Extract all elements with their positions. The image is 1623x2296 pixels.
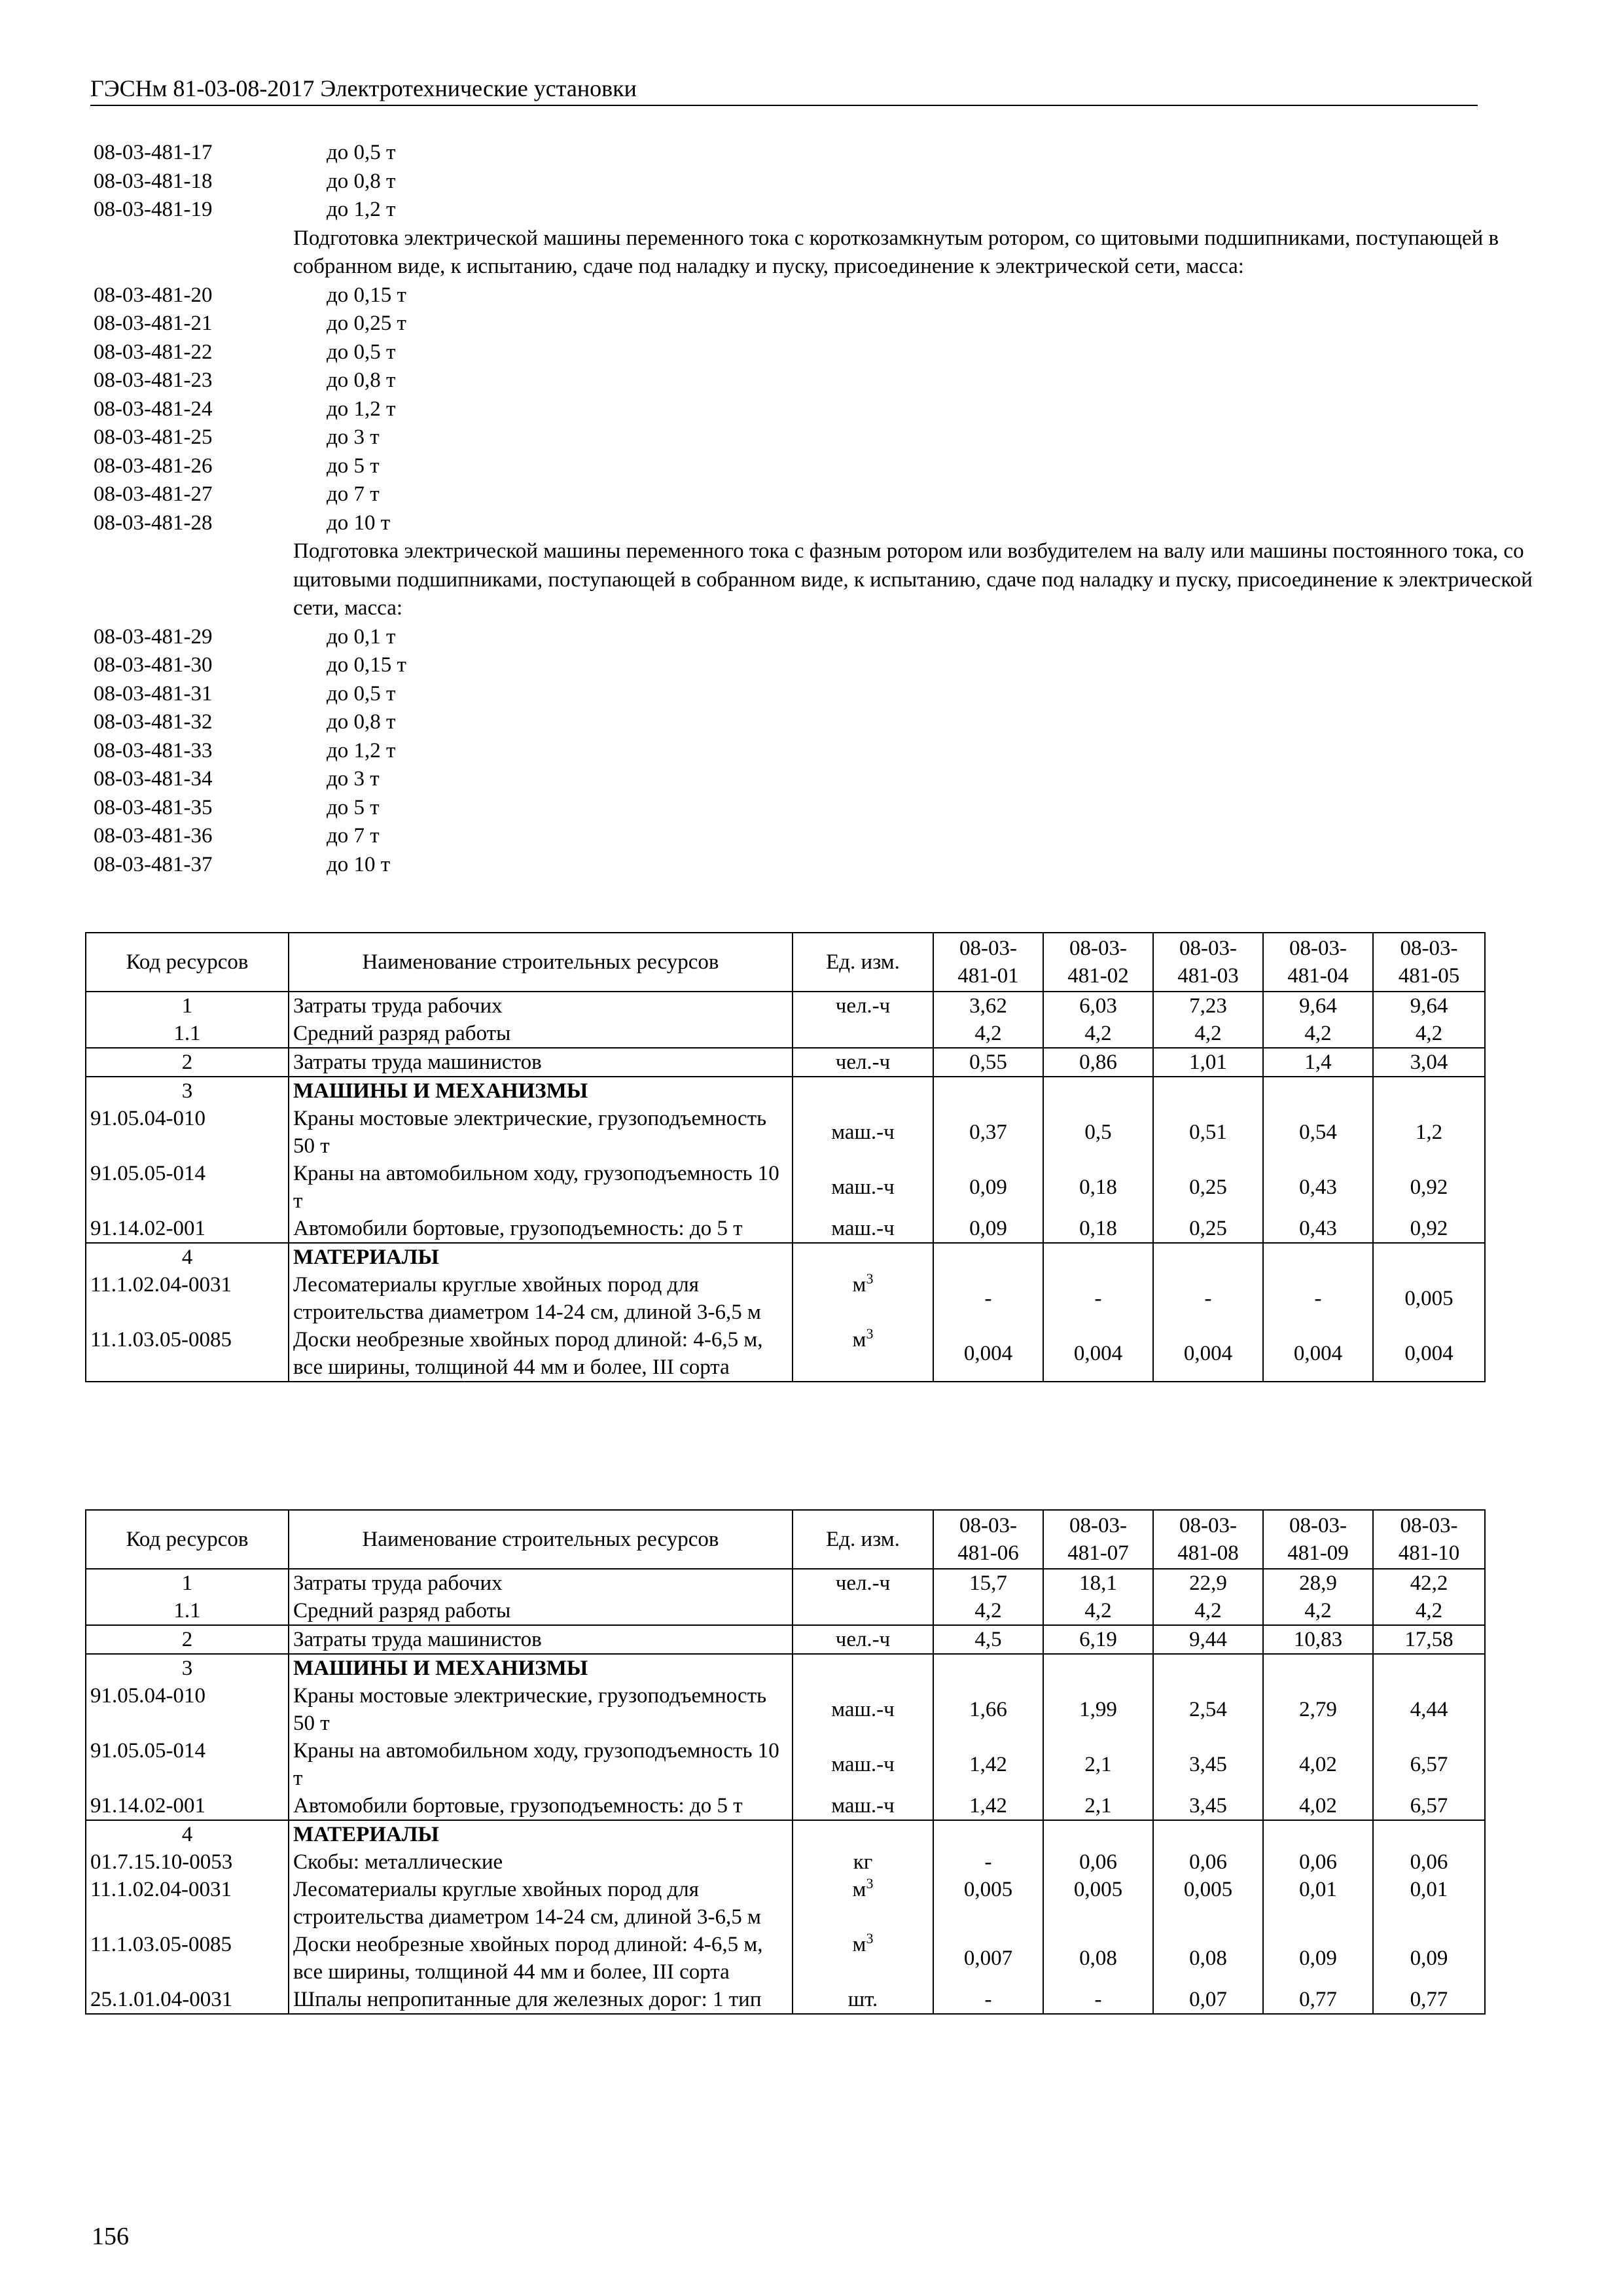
resource-unit <box>793 1020 933 1048</box>
list-item <box>94 196 1481 224</box>
list-item-mass: до 1,2 т <box>327 397 396 421</box>
resource-value: 9,64 <box>1263 992 1373 1020</box>
list-item-code: 08-03-481-23 <box>94 368 213 392</box>
list-item <box>94 765 1481 794</box>
list-item-code: 08-03-481-17 <box>94 141 213 164</box>
header-rate-code: 08-03- 481-02 <box>1043 933 1153 992</box>
table-row <box>86 1848 1485 1876</box>
list-item <box>94 794 1481 823</box>
section-description-c: Подготовка электрической машины переменного тока с фазным ротором или возбудителем на валу или машины постоянного тока, со щитовыми подшипниками, поступающей в собранном виде, к испытанию, сдаче под наладку и пуску, присоединение к электрической сети, масса: <box>293 539 1533 620</box>
resource-value: 6,57 <box>1373 1792 1485 1820</box>
resource-unit <box>793 1243 933 1271</box>
list-item-code: 08-03-481-22 <box>94 340 213 364</box>
resource-value: 0,004 <box>1153 1326 1263 1382</box>
list-item <box>94 737 1481 766</box>
header-rate-code: 08-03- 481-01 <box>933 933 1043 992</box>
resource-value: 4,5 <box>933 1625 1043 1654</box>
resource-value: 4,02 <box>1263 1737 1373 1792</box>
list-item-mass: до 0,8 т <box>327 169 396 193</box>
resource-value: 0,07 <box>1153 1986 1263 2014</box>
list-item-mass: до 7 т <box>327 482 380 506</box>
resource-value: 0,09 <box>933 1160 1043 1215</box>
header-rate-code: 08-03- 481-10 <box>1373 1510 1485 1569</box>
list-item-mass: до 5 т <box>327 795 380 819</box>
resource-value: 2,1 <box>1043 1737 1153 1792</box>
list-item-mass: до 0,8 т <box>327 368 396 392</box>
list-item-mass: до 5 т <box>327 454 380 478</box>
list-item-mass: до 3 т <box>327 767 380 791</box>
resource-value: 10,83 <box>1263 1625 1373 1654</box>
resource-value <box>1043 1077 1153 1105</box>
header-rate-code: 08-03- 481-06 <box>933 1510 1043 1569</box>
resource-value <box>1373 1654 1485 1682</box>
resource-unit: чел.-ч <box>793 1625 933 1654</box>
resource-name: Автомобили бортовые, грузоподъемность: до 5 т <box>289 1792 793 1820</box>
resource-value: 4,02 <box>1263 1792 1373 1820</box>
resource-value: - <box>933 1848 1043 1876</box>
list-item-code: 08-03-481-34 <box>94 767 213 791</box>
resource-value: 4,44 <box>1373 1682 1485 1737</box>
list-item-code: 08-03-481-36 <box>94 824 213 848</box>
table-row <box>86 1160 1485 1215</box>
resource-value: - <box>933 1271 1043 1326</box>
resource-value: 4,2 <box>1153 1020 1263 1048</box>
list-item-mass: до 0,15 т <box>327 653 406 677</box>
resource-value: 4,2 <box>933 1020 1043 1048</box>
resource-unit: маш.-ч <box>793 1682 933 1737</box>
resource-value: 3,62 <box>933 992 1043 1020</box>
table-row <box>86 1077 1485 1105</box>
resource-name: Затраты труда рабочих <box>289 1569 793 1597</box>
list-item-code: 08-03-481-18 <box>94 169 213 193</box>
resource-value: 22,9 <box>1153 1569 1263 1597</box>
resource-code: 91.05.05-014 <box>86 1737 289 1792</box>
list-item-mass: до 0,15 т <box>327 283 406 307</box>
table-row <box>86 1569 1485 1597</box>
header-rate-code: 08-03- 481-07 <box>1043 1510 1153 1569</box>
list-item-mass: до 0,25 т <box>327 312 406 335</box>
header-code: Код ресурсов <box>86 933 289 992</box>
resource-name: МАТЕРИАЛЫ <box>289 1820 793 1848</box>
list-item-mass: до 10 т <box>327 511 391 535</box>
resource-name: Шпалы непропитанные для железных дорог: 1 тип <box>289 1986 793 2014</box>
resource-name: Лесоматериалы круглые хвойных пород для строительства диаметром 14-24 см, длиной 3-6,5 м <box>289 1271 793 1326</box>
table-row <box>86 992 1485 1020</box>
resource-name: Доски необрезные хвойных пород длиной: 4-6,5 м, все ширины, толщиной 44 мм и более, III сорта <box>289 1931 793 1986</box>
resource-value: - <box>933 1986 1043 2014</box>
resource-value: 4,2 <box>1263 1020 1373 1048</box>
resource-value: 7,23 <box>1153 992 1263 1020</box>
resource-code: 01.7.15.10-0053 <box>86 1848 289 1876</box>
list-item <box>94 623 1481 652</box>
list-item <box>94 509 1481 538</box>
table-row <box>86 1243 1485 1271</box>
table-row <box>86 1654 1485 1682</box>
list-item-code: 08-03-481-32 <box>94 710 213 734</box>
resource-name: Краны мостовые электрические, грузоподъемность 50 т <box>289 1105 793 1160</box>
resource-unit: $м^3$ <box>793 1271 933 1326</box>
resource-unit: маш.-ч <box>793 1160 933 1215</box>
resource-code: 11.1.02.04-0031 <box>86 1271 289 1326</box>
resource-unit: чел.-ч <box>793 992 933 1020</box>
resource-value: 4,2 <box>1043 1597 1153 1625</box>
list-item-code: 08-03-481-21 <box>94 312 213 335</box>
resource-value: 3,45 <box>1153 1792 1263 1820</box>
list-item-code: 08-03-481-35 <box>94 795 213 819</box>
resource-code: 11.1.03.05-0085 <box>86 1326 289 1382</box>
resource-value: 15,7 <box>933 1569 1043 1597</box>
resource-value: 0,01 <box>1373 1876 1485 1931</box>
resource-name: МАТЕРИАЛЫ <box>289 1243 793 1271</box>
header-name: Наименование строительных ресурсов <box>289 933 793 992</box>
resource-name: Средний разряд работы <box>289 1020 793 1048</box>
list-item-code: 08-03-481-19 <box>94 198 213 221</box>
resource-value: 0,92 <box>1373 1160 1485 1215</box>
resource-value: 0,54 <box>1263 1105 1373 1160</box>
list-item-mass: до 0,5 т <box>327 681 396 706</box>
list-item <box>94 680 1481 709</box>
code-list <box>94 139 1533 879</box>
resource-value: 3,45 <box>1153 1737 1263 1792</box>
resource-value: 0,77 <box>1263 1986 1373 2014</box>
resource-value: 2,79 <box>1263 1682 1373 1737</box>
table-row <box>86 1020 1485 1048</box>
resource-value: - <box>1043 1986 1153 2014</box>
resource-value: 18,1 <box>1043 1569 1153 1597</box>
resource-unit: шт. <box>793 1986 933 2014</box>
resource-value: 0,09 <box>933 1215 1043 1243</box>
resources-table-1 <box>85 932 1486 1382</box>
resource-code: 2 <box>86 1625 289 1654</box>
table-row <box>86 1986 1485 2014</box>
resource-code: 2 <box>86 1048 289 1077</box>
list-item <box>94 139 1481 168</box>
resource-value: 0,06 <box>1043 1848 1153 1876</box>
resource-name: Краны на автомобильном ходу, грузоподъемность 10 т <box>289 1160 793 1215</box>
resource-value: 0,004 <box>933 1326 1043 1382</box>
resource-value: 28,9 <box>1263 1569 1373 1597</box>
table-row <box>86 1105 1485 1160</box>
resource-name: Автомобили бортовые, грузоподъемность: до 5 т <box>289 1215 793 1243</box>
resource-name: Лесоматериалы круглые хвойных пород для строительства диаметром 14-24 см, длиной 3-6,5 м <box>289 1876 793 1931</box>
resource-name: Затраты труда машинистов <box>289 1048 793 1077</box>
section-description-b: Подготовка электрической машины переменного тока с короткозамкнутым ротором, со щитовыми подшипниками, поступающей в собранном виде, к испытанию, сдаче под наладку и пуску, присоединение к электрической сети, масса: <box>293 226 1499 278</box>
resource-value <box>933 1820 1043 1848</box>
resource-code: 25.1.01.04-0031 <box>86 1986 289 2014</box>
resource-code: 91.05.05-014 <box>86 1160 289 1215</box>
table-row <box>86 1215 1485 1243</box>
table-row <box>86 1271 1485 1326</box>
resource-name: МАШИНЫ И МЕХАНИЗМЫ <box>289 1077 793 1105</box>
resource-name: МАШИНЫ И МЕХАНИЗМЫ <box>289 1654 793 1682</box>
list-item-code: 08-03-481-28 <box>94 511 213 535</box>
code-list-group-a <box>94 139 1481 224</box>
resource-code: 1 <box>86 1569 289 1597</box>
list-item-mass: до 1,2 т <box>327 738 396 762</box>
resource-unit: чел.-ч <box>793 1569 933 1597</box>
list-item <box>94 338 1481 367</box>
resource-value <box>1153 1654 1263 1682</box>
resource-value: 42,2 <box>1373 1569 1485 1597</box>
list-item-mass: до 0,8 т <box>327 710 396 734</box>
resource-value <box>1043 1820 1153 1848</box>
resource-code: 91.05.04-010 <box>86 1682 289 1737</box>
list-item-code: 08-03-481-27 <box>94 482 213 506</box>
resource-code: 3 <box>86 1654 289 1682</box>
resource-name: Затраты труда машинистов <box>289 1625 793 1654</box>
resource-unit <box>793 1077 933 1105</box>
list-item <box>94 651 1481 680</box>
list-item <box>94 423 1481 452</box>
resource-value <box>1263 1820 1373 1848</box>
code-list-group-b <box>94 281 1481 538</box>
list-item-code: 08-03-481-31 <box>94 681 213 706</box>
table-row <box>86 1876 1485 1931</box>
list-item-code: 08-03-481-33 <box>94 738 213 762</box>
list-item-code: 08-03-481-24 <box>94 397 213 421</box>
resource-value: 9,44 <box>1153 1625 1263 1654</box>
resource-code: 4 <box>86 1243 289 1271</box>
resource-value: 0,92 <box>1373 1215 1485 1243</box>
resource-unit: маш.-ч <box>793 1105 933 1160</box>
resource-code: 1.1 <box>86 1020 289 1048</box>
code-list-group-c <box>94 623 1481 880</box>
resource-value: 1,42 <box>933 1737 1043 1792</box>
list-item-mass: до 0,5 т <box>327 340 396 364</box>
header-unit: Ед. изм. <box>793 1510 933 1569</box>
header-rate-code: 08-03- 481-08 <box>1153 1510 1263 1569</box>
list-item-code: 08-03-481-25 <box>94 425 213 449</box>
resource-code: 1.1 <box>86 1597 289 1625</box>
resource-value: 1,66 <box>933 1682 1043 1737</box>
resource-value: 4,2 <box>1263 1597 1373 1625</box>
resource-value: 0,004 <box>1263 1326 1373 1382</box>
resource-unit: чел.-ч <box>793 1048 933 1077</box>
resource-value: 0,5 <box>1043 1105 1153 1160</box>
resource-code: 11.1.02.04-0031 <box>86 1876 289 1931</box>
header-rate-code: 08-03- 481-05 <box>1373 933 1485 992</box>
list-item-mass: до 1,2 т <box>327 198 396 221</box>
resource-code: 4 <box>86 1820 289 1848</box>
resource-value <box>1263 1654 1373 1682</box>
resource-value <box>933 1243 1043 1271</box>
resource-value: 0,005 <box>1373 1271 1485 1326</box>
resource-value: 6,03 <box>1043 992 1153 1020</box>
list-item-code: 08-03-481-30 <box>94 653 213 677</box>
header-rate-code: 08-03- 481-04 <box>1263 933 1373 992</box>
list-item-mass: до 3 т <box>327 425 380 449</box>
resource-value: 4,2 <box>1043 1020 1153 1048</box>
resource-value: 0,01 <box>1263 1876 1373 1931</box>
resource-value: 0,51 <box>1153 1105 1263 1160</box>
list-item <box>94 168 1481 196</box>
header-rate-code: 08-03- 481-03 <box>1153 933 1263 992</box>
resource-value: - <box>1263 1271 1373 1326</box>
list-item <box>94 281 1481 310</box>
table-row <box>86 1048 1485 1077</box>
resource-name: Средний разряд работы <box>289 1597 793 1625</box>
page-header <box>90 73 1478 106</box>
resource-value: 0,43 <box>1263 1215 1373 1243</box>
header-name: Наименование строительных ресурсов <box>289 1510 793 1569</box>
resource-value: 17,58 <box>1373 1625 1485 1654</box>
resource-value: 0,86 <box>1043 1048 1153 1077</box>
table-header-row <box>86 1510 1485 1569</box>
resource-value: 4,2 <box>1373 1597 1485 1625</box>
resource-value: 0,08 <box>1153 1931 1263 1986</box>
resource-name: Затраты труда рабочих <box>289 992 793 1020</box>
list-item <box>94 708 1481 737</box>
resource-value: 4,2 <box>933 1597 1043 1625</box>
resource-value: 2,54 <box>1153 1682 1263 1737</box>
resource-code: 91.14.02-001 <box>86 1215 289 1243</box>
resource-code: 1 <box>86 992 289 1020</box>
resource-unit: кг <box>793 1848 933 1876</box>
resource-code: 11.1.03.05-0085 <box>86 1931 289 1986</box>
resource-value: 1,4 <box>1263 1048 1373 1077</box>
resources-table-2 <box>85 1509 1486 2015</box>
resource-value: 0,007 <box>933 1931 1043 1986</box>
header-code: Код ресурсов <box>86 1510 289 1569</box>
header-rate-code: 08-03- 481-09 <box>1263 1510 1373 1569</box>
table-row <box>86 1625 1485 1654</box>
list-item-mass: до 7 т <box>327 824 380 848</box>
resource-value: 0,08 <box>1043 1931 1153 1986</box>
resource-value <box>933 1654 1043 1682</box>
resource-value: 6,19 <box>1043 1625 1153 1654</box>
resource-value: 1,2 <box>1373 1105 1485 1160</box>
list-item-code: 08-03-481-29 <box>94 624 213 649</box>
resource-unit: $м^3$ <box>793 1326 933 1382</box>
resource-value <box>1043 1243 1153 1271</box>
resource-value: 1,42 <box>933 1792 1043 1820</box>
resource-value: 0,09 <box>1263 1931 1373 1986</box>
resource-name: Скобы: металлические <box>289 1848 793 1876</box>
resource-value: 0,06 <box>1373 1848 1485 1876</box>
resource-code: 3 <box>86 1077 289 1105</box>
resource-value: 0,06 <box>1153 1848 1263 1876</box>
resource-value <box>1153 1077 1263 1105</box>
list-item-mass: до 0,1 т <box>327 624 396 649</box>
resource-unit <box>793 1597 933 1625</box>
resource-name: Краны мостовые электрические, грузоподъемность 50 т <box>289 1682 793 1737</box>
resource-value <box>933 1077 1043 1105</box>
resource-value: 0,18 <box>1043 1215 1153 1243</box>
resource-code: 91.14.02-001 <box>86 1792 289 1820</box>
table-row <box>86 1820 1485 1848</box>
resource-value <box>1043 1654 1153 1682</box>
resource-unit: $м^3$ <box>793 1876 933 1931</box>
table-row <box>86 1326 1485 1382</box>
resource-unit: $м^3$ <box>793 1931 933 1986</box>
table-row <box>86 1682 1485 1737</box>
resource-value: 0,005 <box>1153 1876 1263 1931</box>
resource-unit: маш.-ч <box>793 1215 933 1243</box>
document-title: ГЭСНм 81-03-08-2017 Электротехнические установки <box>90 75 637 101</box>
list-item <box>94 480 1481 509</box>
page-number: 156 <box>92 2223 129 2250</box>
resource-value: 0,43 <box>1263 1160 1373 1215</box>
resource-name: Краны на автомобильном ходу, грузоподъемность 10 т <box>289 1737 793 1792</box>
resource-value <box>1263 1243 1373 1271</box>
resource-unit: маш.-ч <box>793 1792 933 1820</box>
resource-value: 0,005 <box>1043 1876 1153 1931</box>
table-row <box>86 1792 1485 1820</box>
table-row <box>86 1737 1485 1792</box>
list-item-mass: до 10 т <box>327 852 391 876</box>
table-row <box>86 1931 1485 1986</box>
table-header-row <box>86 933 1485 992</box>
list-item-code: 08-03-481-20 <box>94 283 213 307</box>
resource-name: Доски необрезные хвойных пород длиной: 4-6,5 м, все ширины, толщиной 44 мм и более, III сорта <box>289 1326 793 1382</box>
resource-value: 1,01 <box>1153 1048 1263 1077</box>
resource-value: 0,09 <box>1373 1931 1485 1986</box>
resource-value: 0,25 <box>1153 1215 1263 1243</box>
list-item-mass: до 0,5 т <box>327 141 396 164</box>
resource-value: - <box>1043 1271 1153 1326</box>
resource-value: 0,004 <box>1373 1326 1485 1382</box>
resource-value: 0,55 <box>933 1048 1043 1077</box>
list-item <box>94 310 1481 338</box>
resource-value: 0,06 <box>1263 1848 1373 1876</box>
list-item <box>94 822 1481 851</box>
resource-value: 0,25 <box>1153 1160 1263 1215</box>
resource-value: 0,18 <box>1043 1160 1153 1215</box>
list-item <box>94 452 1481 481</box>
list-item-code: 08-03-481-37 <box>94 852 213 876</box>
resource-value: 3,04 <box>1373 1048 1485 1077</box>
list-item <box>94 851 1481 880</box>
resource-value: 4,2 <box>1373 1020 1485 1048</box>
resource-unit <box>793 1654 933 1682</box>
list-item-code: 08-03-481-26 <box>94 454 213 478</box>
resource-value <box>1373 1820 1485 1848</box>
header-unit: Ед. изм. <box>793 933 933 992</box>
resource-value: 1,99 <box>1043 1682 1153 1737</box>
resource-unit <box>793 1820 933 1848</box>
table-row <box>86 1597 1485 1625</box>
resource-value <box>1373 1077 1485 1105</box>
resource-value: 0,004 <box>1043 1326 1153 1382</box>
resource-unit: маш.-ч <box>793 1737 933 1792</box>
resource-value: 0,37 <box>933 1105 1043 1160</box>
resource-value: 6,57 <box>1373 1737 1485 1792</box>
list-item <box>94 367 1481 395</box>
resource-value: 2,1 <box>1043 1792 1153 1820</box>
resource-code: 91.05.04-010 <box>86 1105 289 1160</box>
resource-value: 0,77 <box>1373 1986 1485 2014</box>
resource-value: 4,2 <box>1153 1597 1263 1625</box>
resource-value <box>1263 1077 1373 1105</box>
resource-value <box>1153 1820 1263 1848</box>
resource-value: 9,64 <box>1373 992 1485 1020</box>
resource-value: - <box>1153 1271 1263 1326</box>
resource-value <box>1153 1243 1263 1271</box>
list-item <box>94 395 1481 424</box>
resource-value <box>1373 1243 1485 1271</box>
resource-value: 0,005 <box>933 1876 1043 1931</box>
